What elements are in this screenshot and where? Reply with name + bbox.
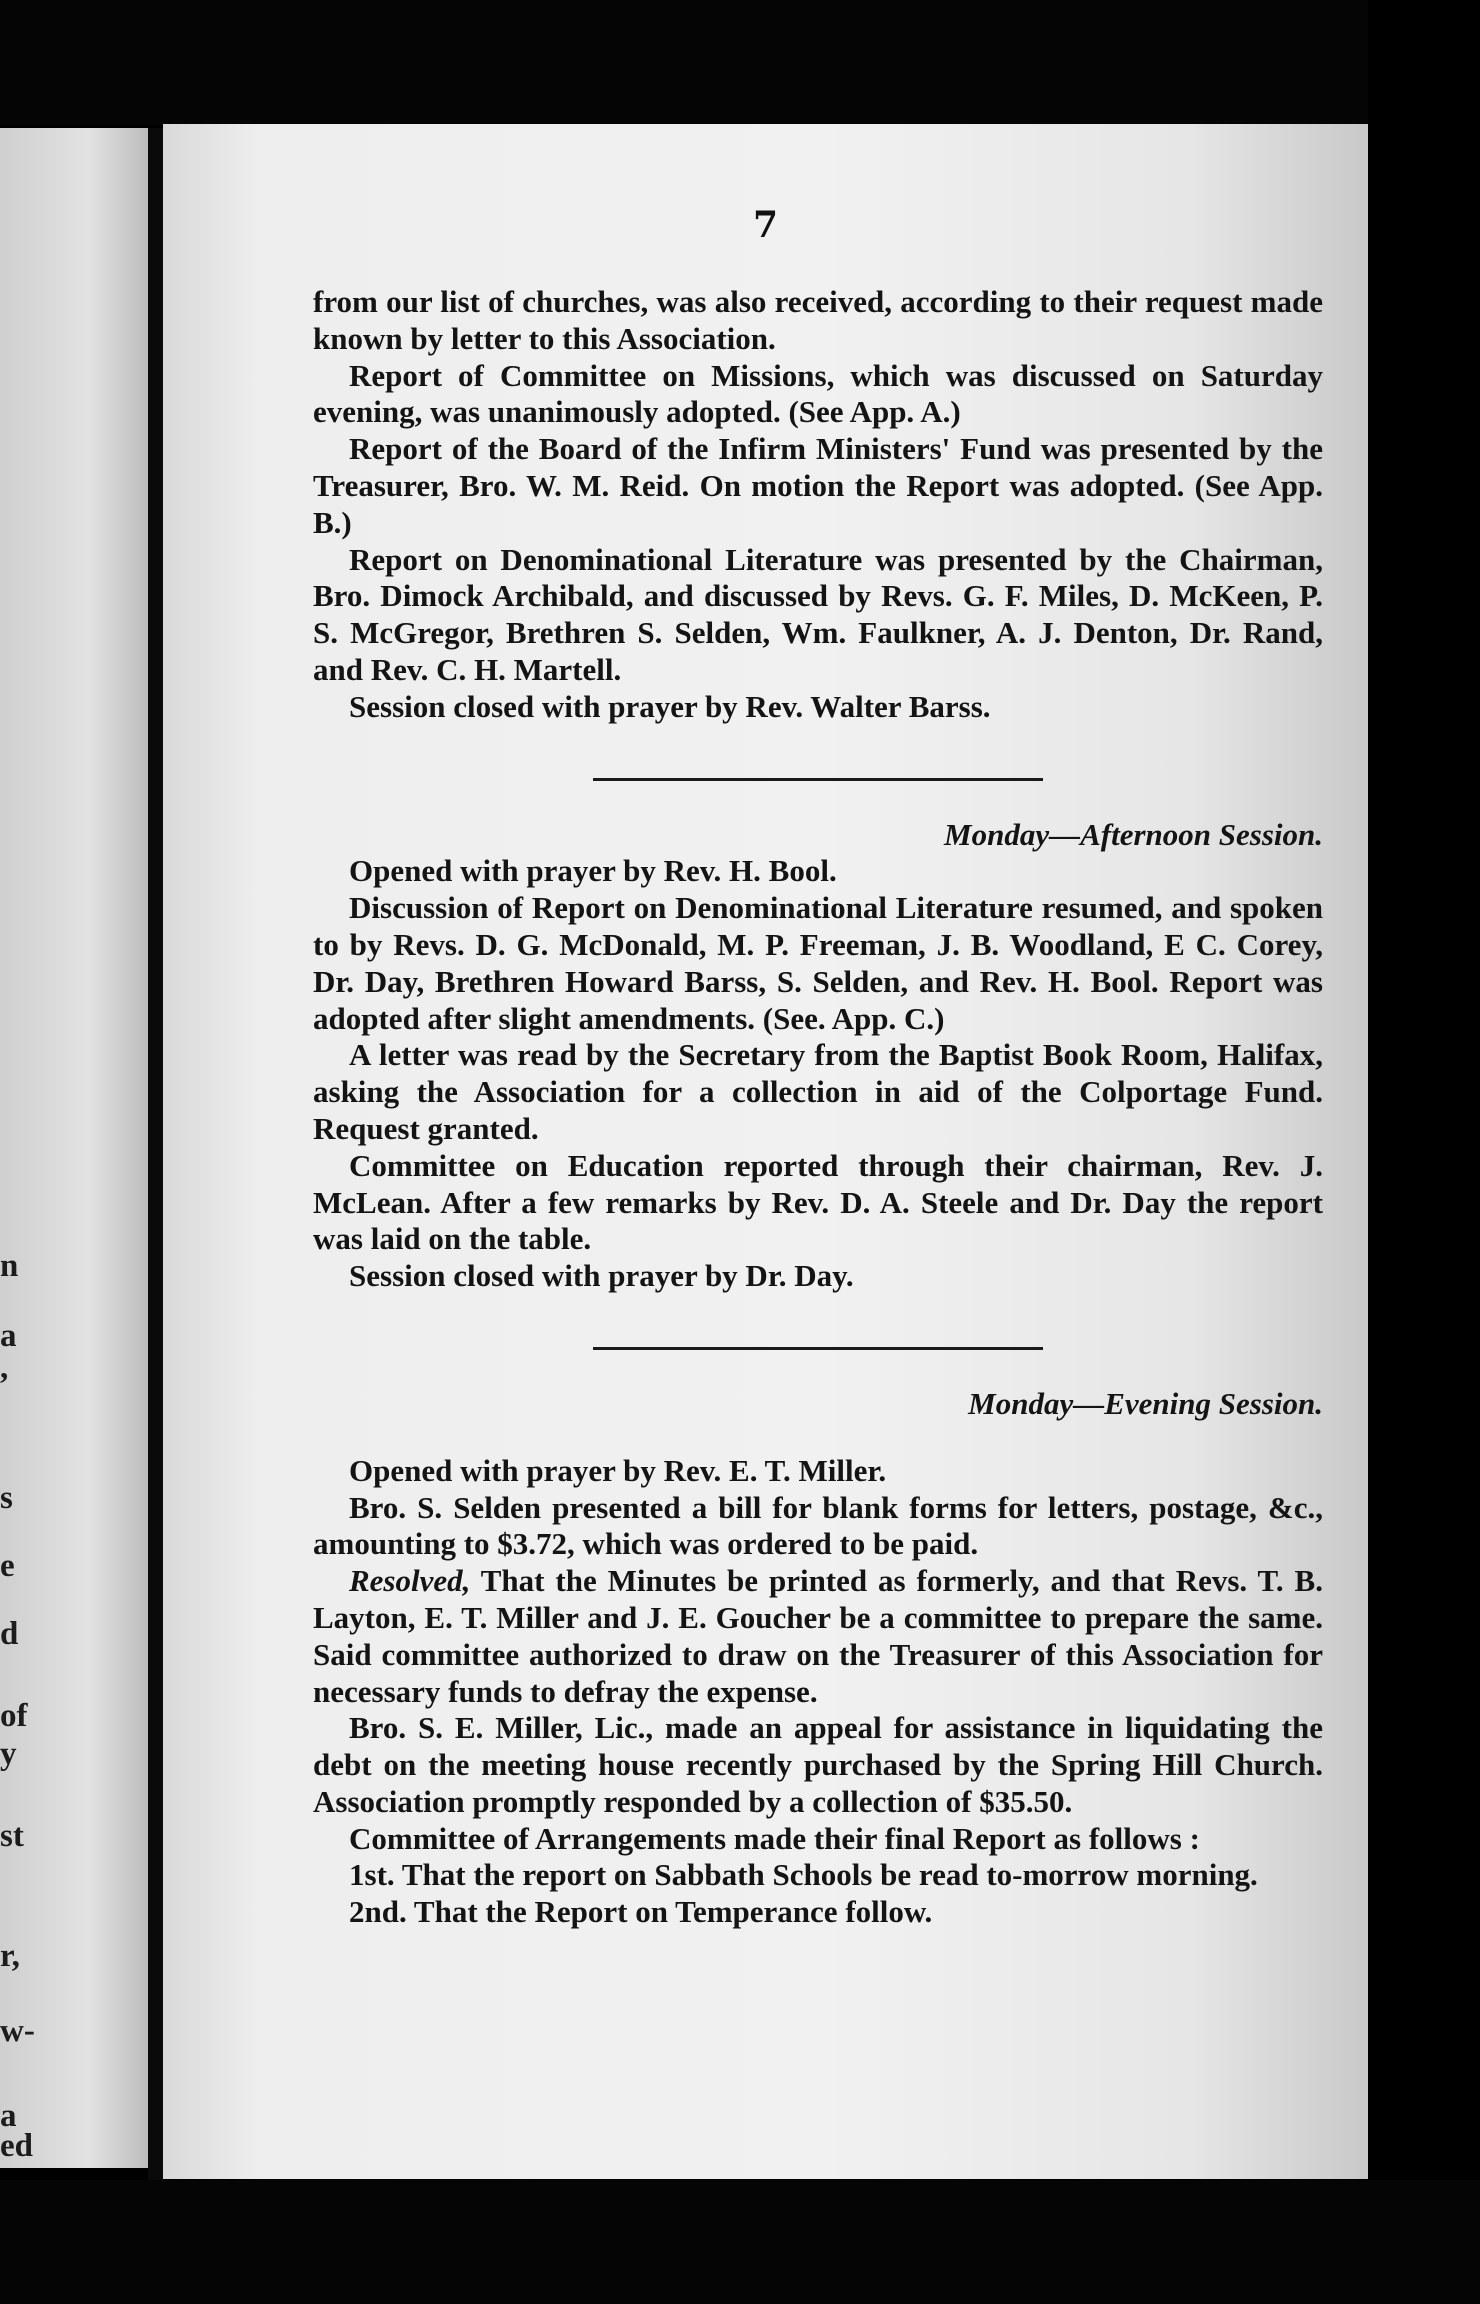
fragment: w- [0,2013,35,2049]
fragment: of [0,1698,28,1734]
paragraph: Report of the Board of the Infirm Ministers' Fund was presented by the Treasurer, Bro. W. M. Reid. On motion the Report was adopted. (See App. B.) [313,431,1323,540]
section-divider [593,1347,1043,1350]
paragraph: Report on Denominational Literature was presented by the Chairman, Bro. Dimock Archibald, and discussed by Revs. G. F. Miles, D. McKeen, P. S. McGregor, Brethren S. Selden, Wm. Faulkner, A. J. Denton, Dr. Rand, and Rev. C. H. Martell. [313,541,1323,687]
fragment: ed [0,2128,33,2164]
section-divider [593,778,1043,781]
paragraph: Opened with prayer by Rev. E. T. Miller. [349,1452,887,1488]
fragment: e [0,1548,15,1584]
paragraph: Bro. S. E. Miller, Lic., made an appeal for assistance in liquidating the debt on the meeting house recently purchased by the Spring Hill Church. Association promptly responded by a collection of $35.50. [313,1710,1323,1819]
paragraph: from our list of churches, was also received, according to their request made known by letter to this Association. [313,284,1323,356]
session-heading-afternoon: Monday—Afternoon Session. [944,816,1323,852]
fragment: , [0,1350,9,1386]
paragraph: Session closed with prayer by Dr. Day. [349,1258,854,1294]
page-body [313,284,1323,1931]
session-heading-evening: Monday—Evening Session. [968,1385,1323,1421]
paragraph: Report of Committee on Missions, which was discussed on Saturday evening, was unanimously adopted. (See App. A.) [313,357,1323,430]
binding-gutter [148,128,163,2183]
scan-right-border [1368,0,1480,2304]
paragraph: Session closed with prayer by Rev. Walter Barss. [349,688,991,724]
fragment: st [0,1818,24,1854]
resolution-paragraph [313,1563,1323,1710]
scan-bottom-border [0,2180,1480,2304]
paragraph: 2nd. That the Report on Temperance follow. [349,1894,933,1930]
paragraph: 1st. That the report on Sabbath Schools be read to-morrow morning. [349,1857,1258,1893]
fragment: d [0,1616,19,1652]
fragment: n [0,1248,19,1284]
paragraph: Committee on Education reported through their chairman, Rev. J. McLean. After a few remarks by Rev. D. A. Steele and Dr. Day the report was laid on the table. [313,1147,1323,1257]
paragraph: Discussion of Report on Denominational Literature resumed, and spoken to by Revs. D. G. McDonald, M. P. Freeman, J. B. Woodland, E C. Corey, Dr. Day, Brethren Howard Barss, S. Selden, and Rev. H. Bool. Report was adopted after slight amendments. (See. App. C.) [313,890,1323,1036]
paragraph: Committee of Arrangements made their final Report as follows : [349,1820,1200,1856]
fragment: r, [0,1938,20,1974]
fragment: a [0,1318,17,1354]
resolved-label: Resolved, [349,1563,471,1599]
fragment: y [0,1736,17,1772]
paragraph: Bro. S. Selden presented a bill for blank forms for letters, postage, &c., amounting to $3.72, which was ordered to be paid. [313,1489,1323,1562]
paragraph: A letter was read by the Secretary from the Baptist Book Room, Halifax, asking the Association for a collection in aid of the Colportage Fund. Request granted. [313,1037,1323,1146]
fragment: s [0,1480,13,1516]
fragment: a [0,2098,17,2134]
page-number: 7 [752,204,779,246]
scan-top-border [0,0,1480,125]
adjacent-page-text-fragments [0,128,148,2168]
resolution-text: That the Minutes be printed as formerly, and that Revs. T. B. Layton, E. T. Miller and J. E. Goucher be a committee to prepare the same. Said committee authorized to draw on the Treasurer of this Association for necessary funds to defray the expense. [313,1563,1323,1709]
document-page [163,124,1368,2179]
adjacent-page-edge [0,128,148,2168]
paragraph: Opened with prayer by Rev. H. Bool. [349,853,837,889]
